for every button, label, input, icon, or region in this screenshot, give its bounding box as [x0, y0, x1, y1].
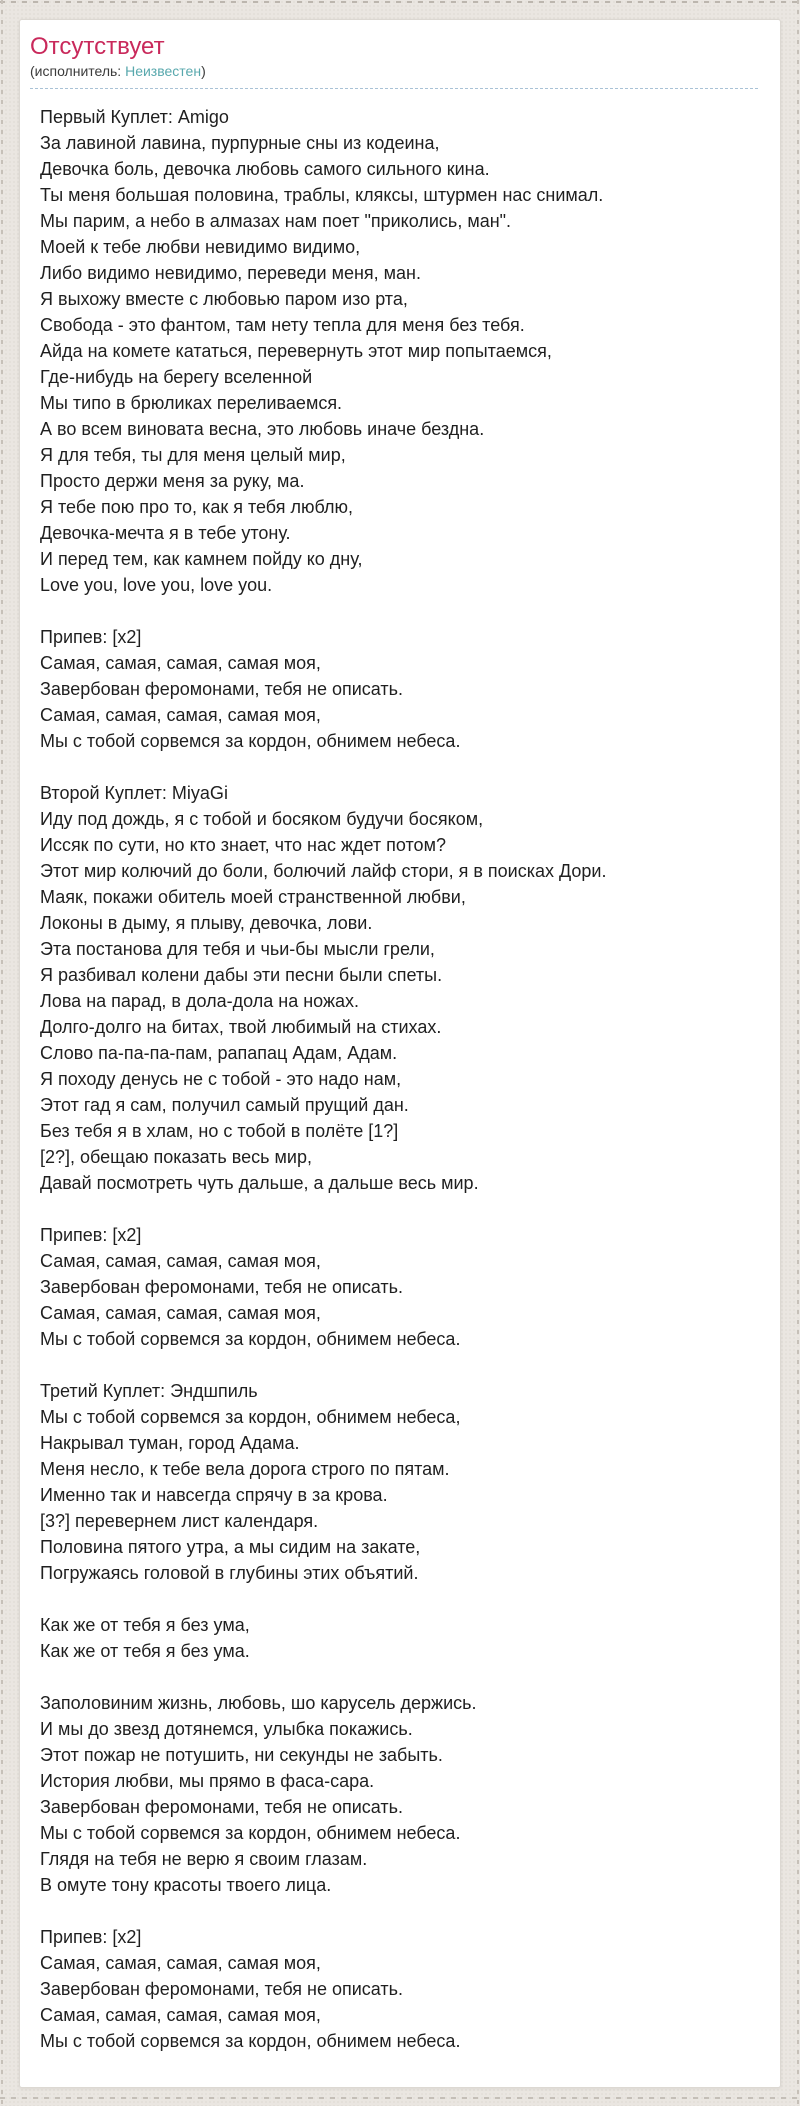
lyric-line: За лавиной лавина, пурпурные сны из кодеина, [40, 133, 440, 153]
lyric-line: Самая, самая, самая, самая моя, [40, 1251, 321, 1271]
lyric-line: Давай посмотреть чуть дальше, а дальше весь мир. [40, 1173, 479, 1193]
lyric-blank-line [40, 1898, 760, 1924]
lyric-line: Третий Куплет: Эндшпиль [40, 1381, 258, 1401]
lyric-line: Этот гад я сам, получил самый прущий дан. [40, 1095, 409, 1115]
lyric-blank-line [40, 1352, 760, 1378]
lyric-line: [2?], обещаю показать весь мир, [40, 1147, 312, 1167]
lyric-line: Как же от тебя я без ума, [40, 1615, 250, 1635]
lyric-line: Глядя на тебя не верю я своим глазам. [40, 1849, 368, 1869]
lyric-line: В омуте тону красоты твоего лица. [40, 1875, 332, 1895]
lyric-blank-line [40, 1664, 760, 1690]
lyric-line: Иссяк по сути, но кто знает, что нас ждет потом? [40, 835, 446, 855]
lyric-line: История любви, мы прямо в фаса-сара. [40, 1771, 375, 1791]
page-top-stitch-line [0, 1, 800, 3]
lyric-line: Лова на парад, в дола-дола на ножах. [40, 991, 360, 1011]
lyric-line: И перед тем, как камнем пойду ко дну, [40, 549, 363, 569]
lyric-line: Завербован феромонами, тебя не описать. [40, 1277, 404, 1297]
page-right-stitch-line [797, 0, 799, 2106]
lyric-line: Просто держи меня за руку, ма. [40, 471, 305, 491]
lyric-line: Локоны в дыму, я плыву, девочка, лови. [40, 913, 373, 933]
lyric-line: Слово па-па-па-пам, рапапац Адам, Адам. [40, 1043, 398, 1063]
lyric-line: Love you, love you, love you. [40, 575, 273, 595]
lyric-line: Ты меня большая половина, траблы, кляксы, штурмен нас снимал. [40, 185, 604, 205]
lyric-line: Самая, самая, самая, самая моя, [40, 2005, 321, 2025]
lyric-line: Иду под дождь, я с тобой и босяком будучи босяком, [40, 809, 484, 829]
lyric-line: Я выхожу вместе с любовью паром изо рта, [40, 289, 408, 309]
lyric-blank-line [40, 754, 760, 780]
lyric-line: И мы до звезд дотянемся, улыбка покажись. [40, 1719, 413, 1739]
artist-line [30, 62, 758, 89]
lyric-line: Где-нибудь на берегу вселенной [40, 367, 313, 387]
lyric-line: Как же от тебя я без ума. [40, 1641, 250, 1661]
lyric-line: Мы с тобой сорвемся за кордон, обнимем небеса. [40, 1329, 461, 1349]
lyric-line: Моей к тебе любви невидимо видимо, [40, 237, 361, 257]
lyric-line: Накрывал туман, город Адама. [40, 1433, 300, 1453]
lyric-line: Я для тебя, ты для меня целый мир, [40, 445, 346, 465]
lyric-line: Я разбивал колени дабы эти песни были спеты. [40, 965, 443, 985]
lyric-line: Припев: [x2] [40, 1225, 142, 1245]
lyric-line: Этот пожар не потушить, ни секунды не забыть. [40, 1745, 443, 1765]
lyric-line: Припев: [x2] [40, 1927, 142, 1947]
lyric-line: Девочка боль, девочка любовь самого сильного кина. [40, 159, 490, 179]
song-header [20, 20, 780, 89]
page-bottom-stitch-line [0, 2097, 800, 2099]
artist-link[interactable]: Неизвестен [125, 63, 202, 79]
lyric-line: Второй Куплет: MiyaGi [40, 783, 228, 803]
lyrics-card [19, 19, 781, 2088]
lyric-blank-line [40, 1196, 760, 1222]
lyric-line: Припев: [x2] [40, 627, 142, 647]
artist-label-prefix: (исполнитель: [30, 63, 126, 79]
lyric-line: Завербован феромонами, тебя не описать. [40, 679, 404, 699]
song-title-link[interactable]: Отсутствует [30, 33, 165, 60]
lyric-line: Мы с тобой сорвемся за кордон, обнимем небеса. [40, 2031, 461, 2051]
lyric-line: Первый Куплет: Amigo [40, 107, 229, 127]
lyric-line: Мы типо в брюликах переливаемся. [40, 393, 343, 413]
lyric-line: Погружаясь головой в глубины этих объятий. [40, 1563, 419, 1583]
lyric-line: Самая, самая, самая, самая моя, [40, 1303, 321, 1323]
lyric-line: Завербован феромонами, тебя не описать. [40, 1979, 404, 1999]
lyric-line: Самая, самая, самая, самая моя, [40, 705, 321, 725]
lyric-line: Мы с тобой сорвемся за кордон, обнимем небеса. [40, 1823, 461, 1843]
page-left-stitch-line [1, 0, 3, 2106]
lyric-line: Айда на комете кататься, перевернуть этот мир попытаемся, [40, 341, 552, 361]
lyric-blank-line [40, 598, 760, 624]
lyric-line: Я походу денусь не с тобой - это надо нам, [40, 1069, 402, 1089]
lyrics-text-block [20, 89, 780, 2054]
lyric-line: [3?] перевернем лист календаря. [40, 1511, 319, 1531]
lyric-line: Мы парим, а небо в алмазах нам поет "приколись, ман". [40, 211, 512, 231]
lyric-line: Завербован феромонами, тебя не описать. [40, 1797, 404, 1817]
lyric-line: Именно так и навсегда спрячу в за крова. [40, 1485, 388, 1505]
lyric-line: Половина пятого утра, а мы сидим на закате, [40, 1537, 421, 1557]
lyric-line: Без тебя я в хлам, но с тобой в полёте [1?] [40, 1121, 399, 1141]
lyric-line: Самая, самая, самая, самая моя, [40, 653, 321, 673]
artist-label-suffix: ) [201, 63, 206, 79]
lyric-line: Заполовиним жизнь, любовь, шо карусель держись. [40, 1693, 477, 1713]
lyric-line: Мы с тобой сорвемся за кордон, обнимем небеса, [40, 1407, 461, 1427]
lyric-line: Свобода - это фантом, там нету тепла для меня без тебя. [40, 315, 525, 335]
lyric-line: Маяк, покажи обитель моей странственной любви, [40, 887, 466, 907]
lyric-line: Девочка-мечта я в тебе утону. [40, 523, 291, 543]
lyric-line: Долго-долго на битах, твой любимый на стихах. [40, 1017, 442, 1037]
lyric-line: Я тебе пою про то, как я тебя люблю, [40, 497, 353, 517]
lyric-line: Самая, самая, самая, самая моя, [40, 1953, 321, 1973]
lyric-line: Эта постанова для тебя и чьи-бы мысли грели, [40, 939, 435, 959]
lyric-line: Либо видимо невидимо, переведи меня, ман. [40, 263, 421, 283]
lyric-line: Мы с тобой сорвемся за кордон, обнимем небеса. [40, 731, 461, 751]
lyric-line: Этот мир колючий до боли, болючий лайф стори, я в поисках Дори. [40, 861, 607, 881]
lyric-line: А во всем виновата весна, это любовь иначе бездна. [40, 419, 485, 439]
lyric-line: Меня несло, к тебе вела дорога строго по пятам. [40, 1459, 450, 1479]
lyric-blank-line [40, 1586, 760, 1612]
